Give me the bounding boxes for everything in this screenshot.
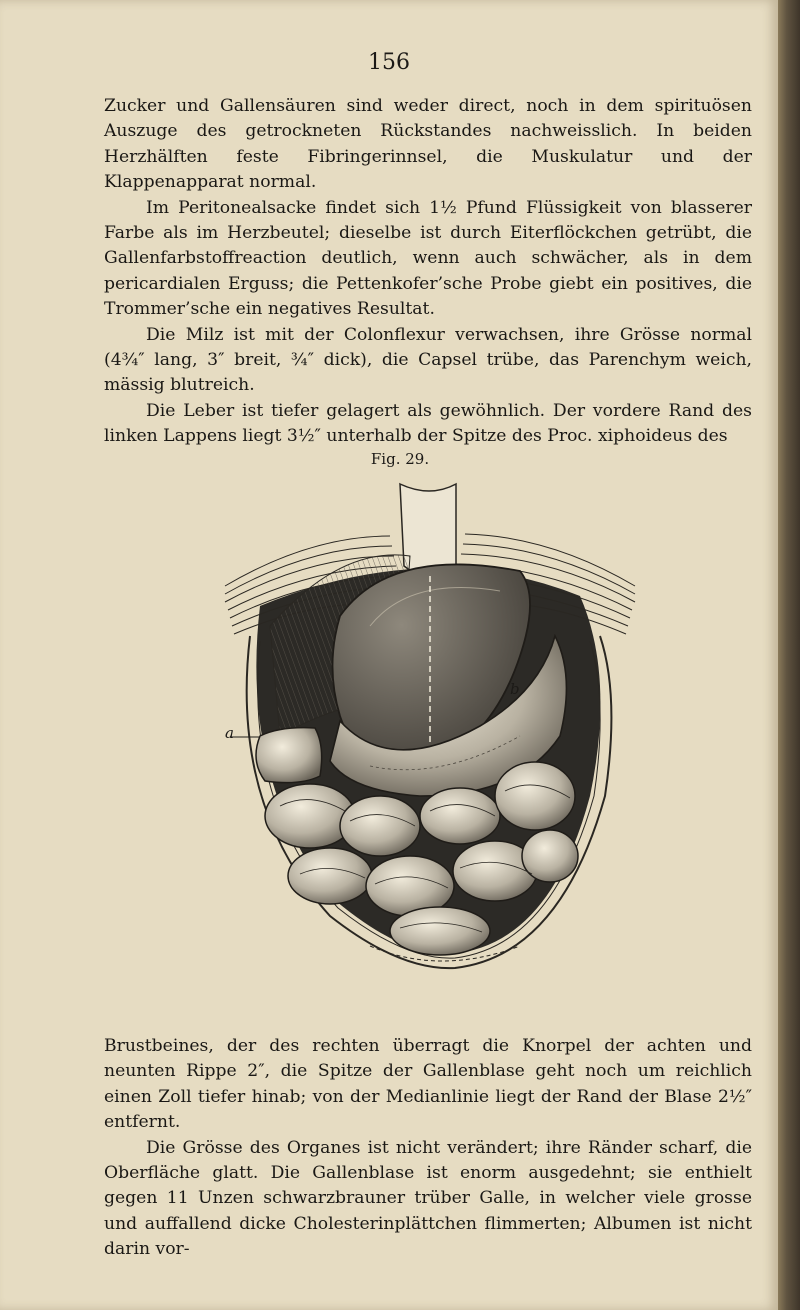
page-number: 156 xyxy=(368,50,410,75)
paragraph: Die Milz ist mit der Colonflexur verwachsen, ihre Grösse normal (4¾″ lang, 3″ breit, ¾″ dick), die Capsel trübe, das Parenchym weich, mässig blutreich. xyxy=(104,324,752,396)
figure-label-b: b xyxy=(510,680,520,698)
paragraph: Die Leber ist tiefer gelagert als gewöhnlich. Der vordere Rand des linken Lappens liegt 3½″ unterhalb der Spitze des Proc. xiphoideus des xyxy=(104,400,752,447)
paragraph: Zucker und Gallensäuren sind weder direct, noch in dem spirituösen Auszuge des getrockneten Rückstandes nachweisslich. In beiden Herzhälften feste Fibringerinnsel, die Muskulatur und der Klappenapparat normal. xyxy=(104,96,752,193)
paragraph: Brustbeines, der des rechten überragt die Knorpel der achten und neunten Rippe 2″, die Spitze der Gallenblase geht noch um reichlich einen Zoll tiefer hinab; von der Medianlinie liegt der Rand der Blase 2½″ entfernt. xyxy=(104,1036,752,1133)
text-block-bottom xyxy=(104,1034,752,1263)
paragraph: Im Peritonealsacke findet sich 1½ Pfund Flüssigkeit von blasserer Farbe als im Herzbeutel; dieselbe ist durch Eiterflöckchen getrübt, die Gallenfarbstoffreaction deutlich, wenn auch schwächer, als in dem pericardialen Erguss; die Pettenkofer’sche Probe giebt ein positives, die Trommer’sche ein negatives Resultat. xyxy=(104,197,752,320)
book-binding-edge xyxy=(778,0,800,1310)
figure-caption: Fig. 29. xyxy=(370,450,430,468)
text-block-top xyxy=(104,94,752,450)
paragraph: Die Grösse des Organes ist nicht verändert; ihre Ränder scharf, die Oberfläche glatt. Die Gallenblase ist enorm ausgedehnt; sie enthielt gegen 11 Unzen schwarzbrauner trüber Galle, in welcher viele grosse und auffallend dicke Cholesterinplättchen flimmerten; Albumen ist nicht darin vor- xyxy=(104,1137,752,1260)
figure-label-a: a xyxy=(225,724,234,742)
anatomical-illustration xyxy=(220,476,640,976)
